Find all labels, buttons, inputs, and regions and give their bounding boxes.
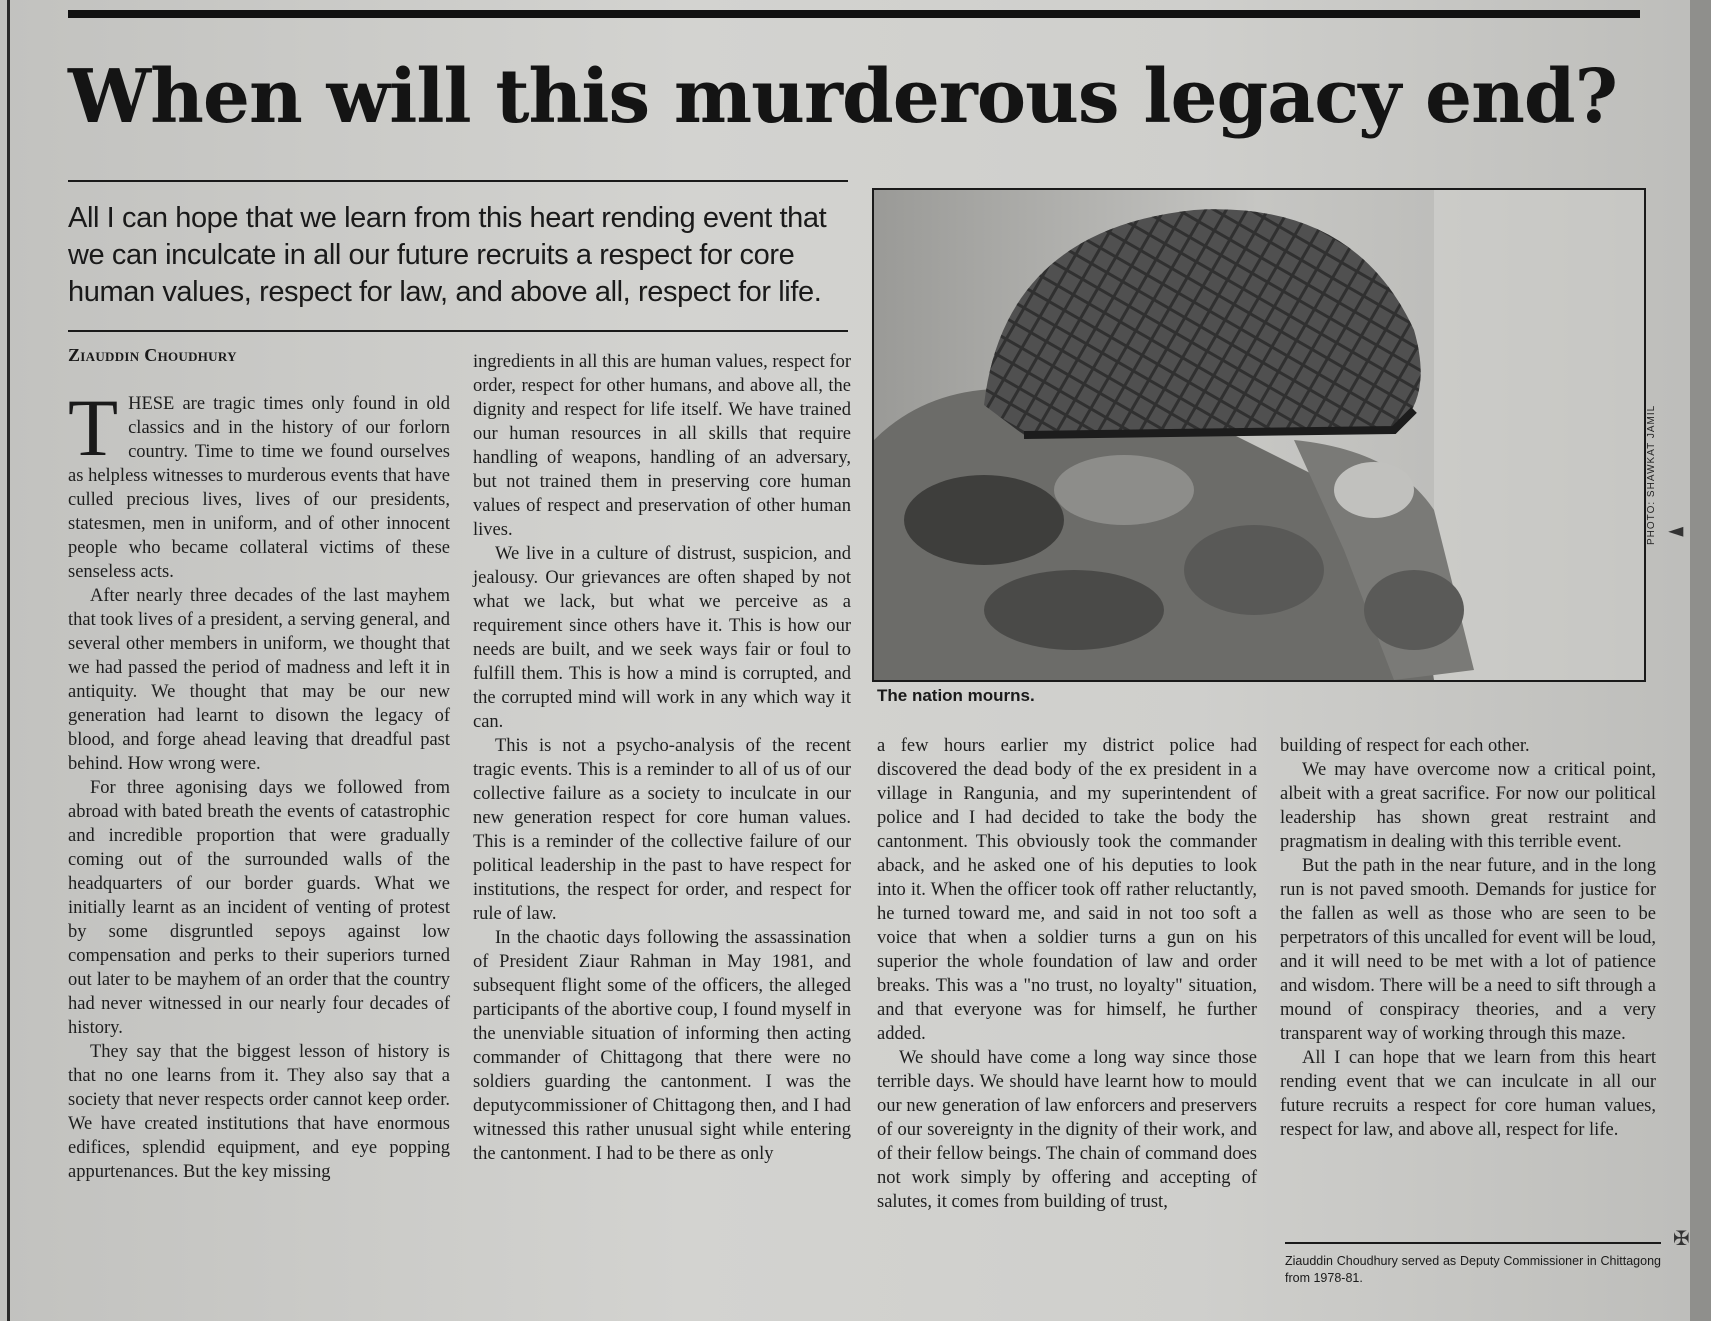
deck: All I can hope that we learn from this heart rending event that we can inculcate in all our future recruits a respect for core human values, respect for law, and above all, respect for life. <box>68 202 827 308</box>
page-edge-shadow <box>1690 0 1711 1321</box>
author-bio: Ziauddin Choudhury served as Deputy Commissioner in Chittagong from 1978-81. <box>1285 1254 1661 1285</box>
section-top-rule <box>68 10 1640 18</box>
paragraph: But the path in the near future, and in the long run is not paved smooth. Demands for justice for the fallen as well as those who are seen to be perpetrators of this uncalled for event will be loud, and it will need to be met with a lot of patience and wisdom. There will be a need to sift through a mound of conspiracy theories, and a very transparent way of working through this maze. <box>1280 856 1656 1044</box>
margin-marker-icon: ◄ <box>1668 518 1684 542</box>
paragraph: We live in a culture of distrust, suspicion, and jealousy. Our grievances are often shaped by not what we lack, but what we perceive as a requirement since others have it. This is how our needs are built, and we seek ways fair or foul to fulfill them. This is how a mind is corrupted, and the corrupted mind will work in any which way it can. <box>473 544 851 732</box>
page-edge-rule <box>7 0 10 1321</box>
paragraph: This is not a psycho-analysis of the recent tragic events. This is a reminder to all of us of our collective failure as a society to inculcate in our new generation respect for core human values. This is a reminder of the collective failure of our political leadership in the past to have respect for institutions, the respect for order, and respect for rule of law. <box>473 736 851 924</box>
paragraph: For three agonising days we followed from abroad with bated breath the events of catastrophic and incredible proportion that were gradually coming out of the surrounded walls of the headquarters of our border guards. What we initially learnt as an incident of venting of protest by some disgruntled sepoys against low compensation and perks to their superiors turned out later to be mayhem of an order that the country had never witnessed in our nearly four decades of history. <box>68 778 450 1038</box>
paragraph: a few hours earlier my district police had discovered the dead body of the ex president in a village in Rangunia, and my superintendent of police and I had decided to take the body the cantonment. This obviously took the commander aback, and he asked one of his deputies to look into it. When the officer took off rather reluctantly, he turned toward me, and said in not too soft a voice that when a soldier turns a gun on his superior the whole foundation of law and order breaks. This was a "no trust, no loyalty" situation, and that everyone was for himself, he further added. <box>877 736 1257 1044</box>
paragraph: After nearly three decades of the last mayhem that took lives of a president, a serving general, and several other members in uniform, we thought that we had passed the period of madness and left it in antiquity. We thought that may be our new generation had learnt to disown the legacy of blood, and forge ahead leaving that dreadful past behind. How wrong were. <box>68 586 450 774</box>
soldier-photo-illustration <box>874 190 1644 680</box>
byline: Ziauddin Choudhury <box>68 345 237 365</box>
article-column-3 <box>877 734 1257 1214</box>
paragraph: ingredients in all this are human values, respect for order, respect for other humans, and above all, the dignity and respect for life itself. We have trained our human resources in all skills that require handling of weapons, handling of an adversary, but not trained them in preserving core human values of respect and preservation of other human lives. <box>473 352 851 540</box>
headline: When will this murderous legacy end? <box>68 54 1618 140</box>
photo-credit: PHOTO: SHAWKAT JAMIL <box>1646 404 1657 545</box>
article-column-4 <box>1280 734 1656 1142</box>
paragraph: All I can hope that we learn from this heart rending event that we can inculcate in all our future recruits a respect for core human values, respect for law, and above all, respect for life. <box>1280 1048 1656 1140</box>
paragraph: We may have overcome now a critical point, albeit with a great sacrifice. For now our political leadership has shown great restraint and pragmatism in dealing with this terrible event. <box>1280 760 1656 852</box>
dropcap: T <box>68 382 119 473</box>
deck-top-rule <box>68 180 848 182</box>
paragraph: They say that the biggest lesson of history is that no one learns from it. They also say that a society that never respects order cannot keep order. We have created institutions that have enormous edifices, splendid equipment, and eye popping appurtenances. But the key missing <box>68 1042 450 1182</box>
photo-caption: The nation mourns. <box>877 686 1035 705</box>
news-photo <box>872 188 1646 682</box>
margin-marker-icon: ✠ <box>1673 1226 1690 1250</box>
paragraph: In the chaotic days following the assassination of President Ziaur Rahman in May 1981, and subsequent flight some of the officers, the alleged participants of the abortive coup, I found myself in the unenviable situation of informing then acting commander of Chittagong that there were no soldiers guarding the cantonment. I was the deputycommissioner of Chittagong then, and I had witnessed this rather unusual sight while entering the cantonment. I had to be there as only <box>473 928 851 1164</box>
paragraph <box>68 382 450 584</box>
paragraph: We should have come a long way since those terrible days. We should have learnt how to mould our new generation of law enforcers and preservers of our sovereignty in the dignity of their work, and of their fellow beings. The chain of command does not work simply by offering and accepting of salutes, it comes from building of trust, <box>877 1048 1257 1212</box>
paragraph: building of respect for each other. <box>1280 736 1530 756</box>
bio-rule <box>1285 1242 1661 1244</box>
paragraph-text: HESE are tragic times only found in old classics and in the history of our forlorn country. Time to time we found ourselves as helpless witnesses to murderous events that have culled precious lives, lives of our presidents, statesmen, men in uniform, and of other innocent people who became collateral victims of these senseless acts. <box>68 394 450 582</box>
article-column-2 <box>473 350 851 1166</box>
article-column-1 <box>68 382 450 1184</box>
deck-bottom-rule <box>68 330 848 332</box>
